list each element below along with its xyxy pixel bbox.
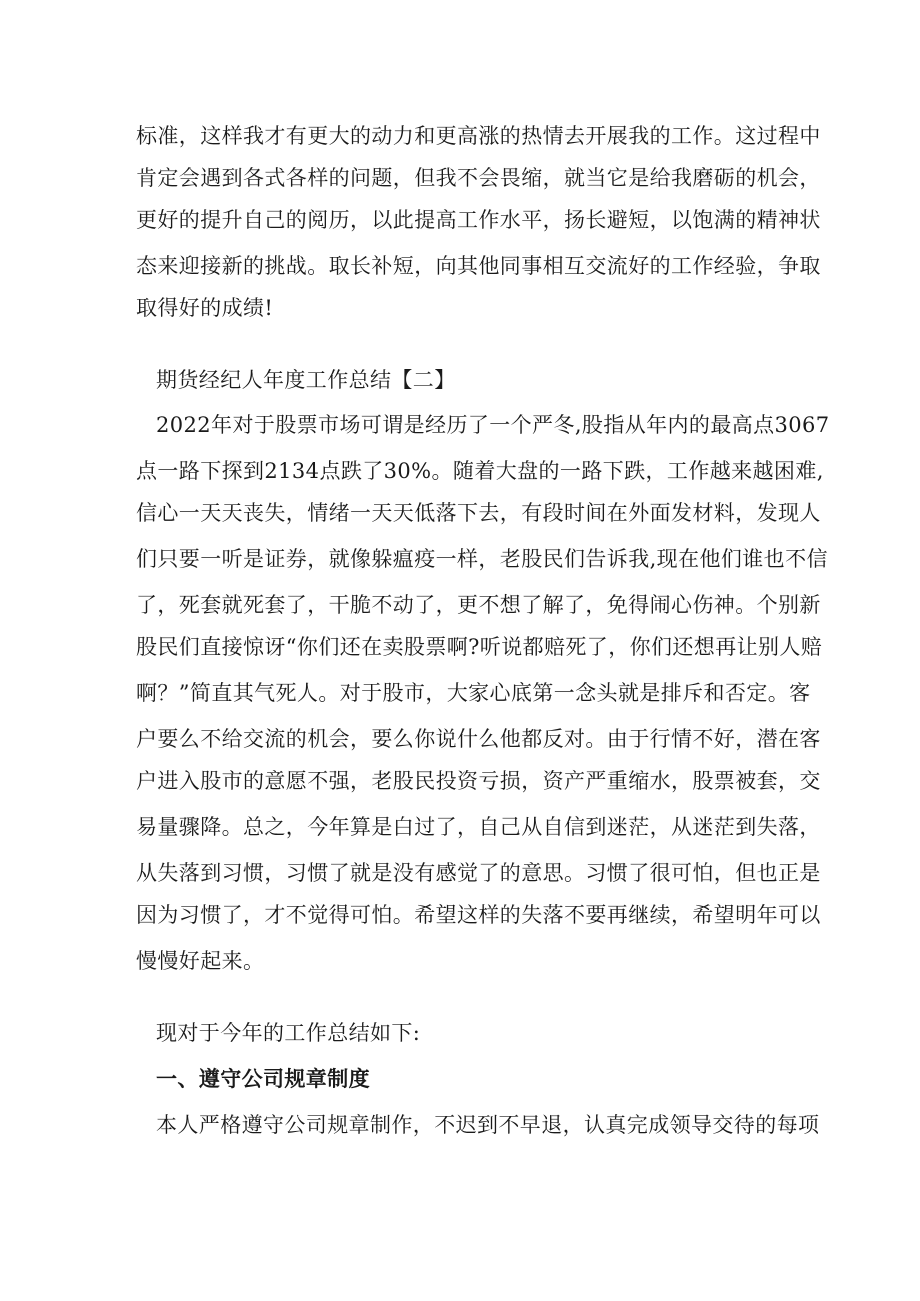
paragraph-1-line-3: 更好的提升自己的阅历，以此提高工作水平，扬长避短，以饱满的精神状: [136, 208, 821, 232]
paragraph-2-line-2: 点一路下探到2134点跌了30%。随着大盘的一路下跌，工作越来越困难,: [136, 459, 824, 483]
paragraph-2-line-8: 户要么不给交流的机会，要么你说什么他都反对。由于行情不好，潜在客: [136, 727, 821, 751]
paragraph-2-line-4: 们只要一听是证券，就像躲瘟疫一样，老股民们告诉我,现在他们谁也不信: [136, 547, 828, 571]
paragraph-2-line-12: 因为习惯了，才不觉得可怕。希望这样的失落不要再继续，希望明年可以: [136, 903, 821, 927]
paragraph-2-line-1: 2022年对于股票市场可谓是经历了一个严冬,股指从年内的最高点3067: [156, 413, 830, 437]
heading-1: 一、遵守公司规章制度: [156, 1067, 370, 1091]
paragraph-2-line-3: 信心一天天丧失，情绪一天天低落下去，有段时间在外面发材料，发现人: [136, 501, 821, 525]
paragraph-2-line-6: 股民们直接惊讶“你们还在卖股票啊?听说都赔死了，你们还想再让别人赔: [136, 635, 823, 659]
intro-line: 现对于今年的工作总结如下:: [156, 1021, 421, 1045]
paragraph-1-line-1: 标准，这样我才有更大的动力和更高涨的热情去开展我的工作。这过程中: [136, 124, 821, 148]
paragraph-1-line-5: 取得好的成绩!: [136, 296, 274, 320]
paragraph-3-line-1: 本人严格遵守公司规章制作，不迟到不早退，认真完成领导交待的每项: [156, 1113, 820, 1137]
paragraph-2-line-11: 从失落到习惯，习惯了就是没有感觉了的意思。习惯了很可怕，但也正是: [136, 861, 821, 885]
paragraph-2-line-5: 了，死套就死套了，干脆不动了，更不想了解了，免得闹心伤神。个别新: [136, 593, 821, 617]
section-title: 期货经纪人年度工作总结【二】: [156, 368, 456, 392]
paragraph-2-line-13: 慢慢好起来。: [136, 949, 265, 973]
paragraph-2-line-9: 户进入股市的意愿不强，老股民投资亏损，资产严重缩水，股票被套，交: [136, 769, 821, 793]
paragraph-2-line-7: 啊？”简直其气死人。对于股市，大家心底第一念头就是排斥和否定。客: [136, 681, 811, 705]
paragraph-1-line-2: 肯定会遇到各式各样的问题，但我不会畏缩，就当它是给我磨砺的机会，: [136, 166, 821, 190]
paragraph-2-line-10: 易量骤降。总之，今年算是白过了，自己从自信到迷茫，从迷茫到失落，: [136, 815, 821, 839]
paragraph-1-line-4: 态来迎接新的挑战。取长补短，向其他同事相互交流好的工作经验，争取: [136, 254, 821, 278]
